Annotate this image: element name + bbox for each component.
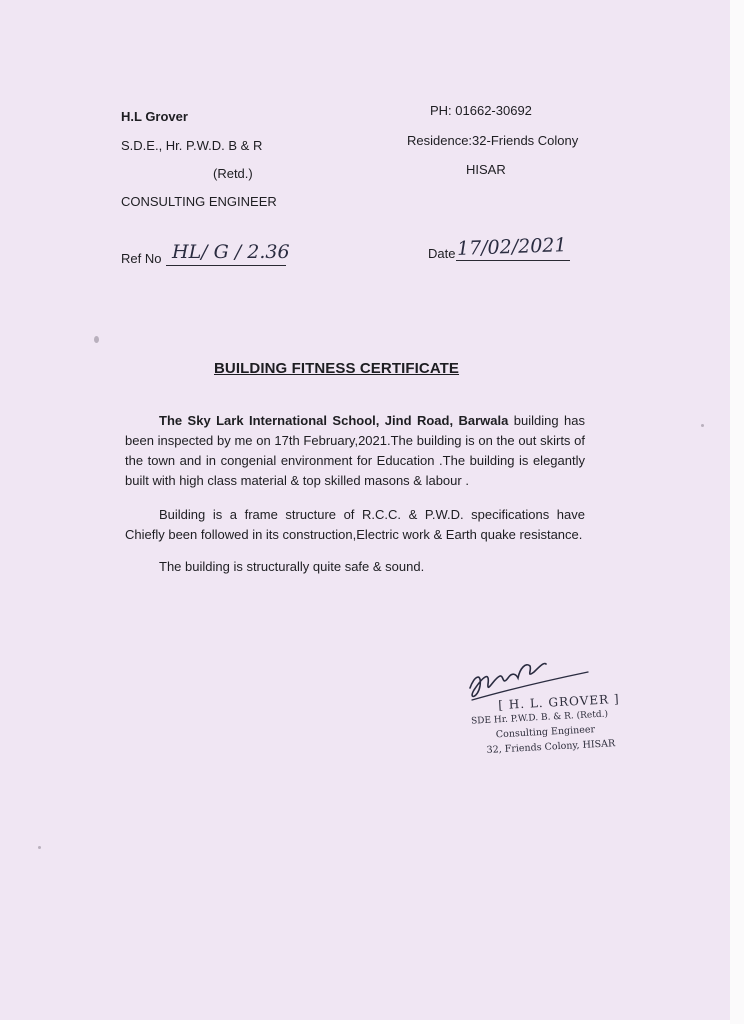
stamp-name: [ H. L. GROVER ] (497, 691, 620, 713)
paragraph-inspection (125, 411, 585, 491)
ref-label: Ref No (121, 251, 162, 266)
stamp-profession: Consulting Engineer (495, 724, 596, 741)
date-handwritten: 17/02/2021 (456, 234, 567, 260)
residence-address: Residence:32-Friends Colony (407, 133, 579, 148)
ref-number-handwritten: HL/ G / 2.36 (172, 241, 290, 263)
engineer-designation: S.D.E., Hr. P.W.D. B & R (121, 138, 263, 153)
certificate-title: BUILDING FITNESS CERTIFICATE (214, 360, 460, 377)
stamp-designation: SDE Hr. P.W.D. B. & R. (Retd.) (470, 709, 609, 727)
paragraph-safety: The building is structurally quite safe & sound. (159, 559, 425, 574)
scan-speck (94, 336, 99, 343)
paragraph-inspection-text: building has been inspected by me on 17th February,2021.The building is on the out skirts of the town and in congenial environment for Education .The building is elegantly built with high class material & top skilled masons & labour . (125, 413, 585, 488)
phone-number: PH: 01662-30692 (430, 103, 532, 118)
paragraph-structure: Building is a frame structure of R.C.C. & P.W.D. specifications have Chiefly been followed in its construction,Electric work & Earth quake resistance. (125, 507, 585, 542)
engineer-retired: (Retd.) (213, 166, 253, 181)
date-label: Date (428, 246, 456, 261)
certificate-body (125, 411, 585, 577)
scan-speck (701, 424, 704, 427)
school-name: The Sky Lark International School, Jind Road, Barwala (159, 413, 509, 428)
stamp-address: 32, Friends Colony, HISAR (486, 738, 616, 756)
ref-underline (166, 265, 286, 266)
engineer-profession: CONSULTING ENGINEER (121, 194, 277, 209)
date-underline (456, 260, 570, 261)
engineer-name: H.L Grover (121, 109, 188, 124)
scan-speck (38, 846, 41, 849)
page-edge (730, 0, 744, 1024)
city-name: HISAR (466, 162, 506, 177)
engineer-stamp (464, 691, 647, 757)
